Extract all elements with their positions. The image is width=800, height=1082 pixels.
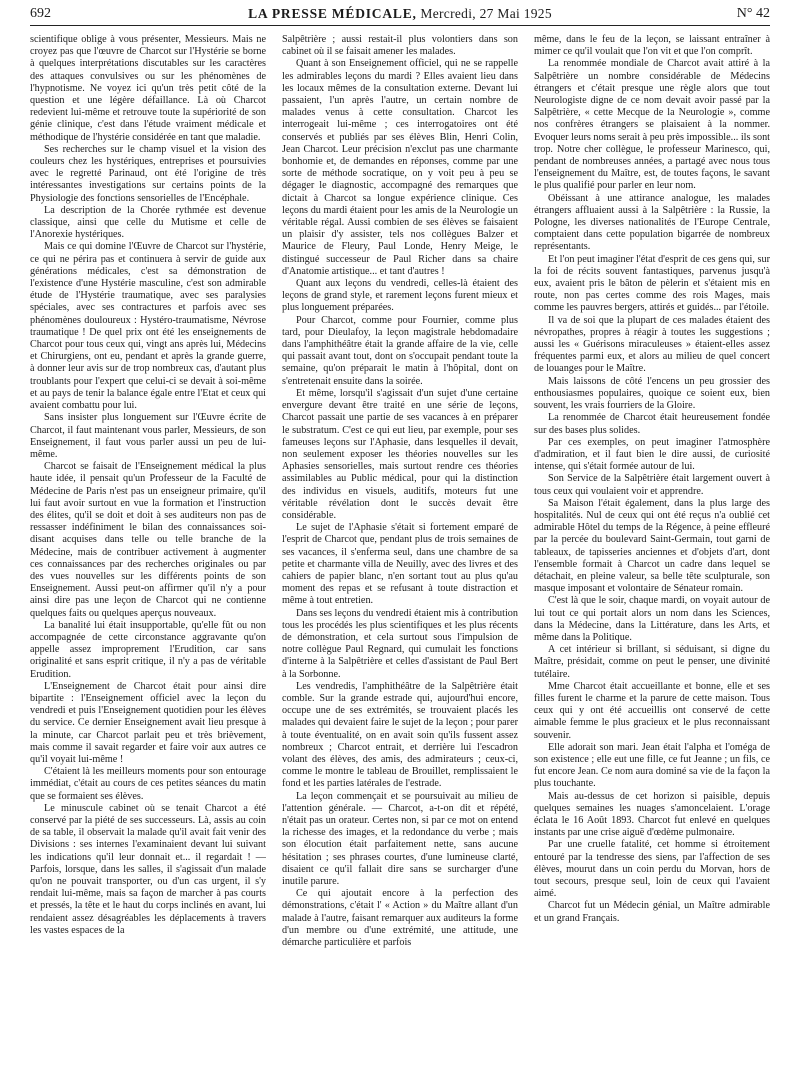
paragraph: Mme Charcot était accueillante et bonne, elle et ses filles furent le charme et la parure de cette maison. Tous ceux qui y ont été accueillis ont conservé de cette aimable femme le plus gracieux et le plus reconnaissant souvenir. (534, 680, 770, 741)
paragraph: Les vendredis, l'amphithéâtre de la Salpêtrière était comble. Sur la grande estrade qui, aujourd'hui encore, occupe une de ses extrémités, se trouvaient placés les malades qui devaient faire le sujet de la leçon ; pour parer à toute éventualité, on en avait soin qu'ils fussent assez nombreux ; Charcot entrait, et derrière lui l'escadron volant des élèves, des amis, des admirateurs ; ceux-ci, comme le montre le tableau de Brouillet, remplissaient le fond et les parties latérales de l'estrade. (282, 680, 518, 790)
paragraph: Par une cruelle fatalité, cet homme si étroitement entouré par la tendresse des siens, par l'affection de ses élèves, mourut dans un coin perdu du Morvan, hors de tout secours, presque seul, loin de ceux qui l'avaient aimé. (534, 839, 770, 900)
paragraph: Ses recherches sur le champ visuel et la vision des couleurs chez les hystériques, entreprises et poursuivies avec le regretté Parinaud, ont été l'origine de très intéressantes investigations sur certains points de la Physiologie des fonctions sensorielles de l'Encéphale. (30, 143, 266, 204)
running-header (30, 6, 770, 26)
paragraph: scientifique oblige à vous présenter, Messieurs. Mais ne croyez pas que l'œuvre de Charcot sur l'Hystérie se borne à quelques interprétations discutables sur les caractères des attaques convulsives ou sur les phénomènes de l'hypnotisme. Ne voyez ici qu'un très petit côté de la question et une légère défaillance. Là où Charcot redevient lui-même et retrouve toute la supériorité de son génie clinique, c'est dans l'étude vraiment médicale et méthodique de l'hystérie considérée en tant que maladie. (30, 34, 266, 143)
journal-header-title (30, 6, 770, 22)
text-column-1 (30, 34, 266, 1074)
paragraph: La banalité lui était insupportable, qu'elle fût ou non accompagnée de cette circonstance aggravante qu'on appelle assez improprement l'Erudition, car sans originalité et sans esprit critique, il n'y a pas de véritable Erudition. (30, 619, 266, 680)
paragraph: Dans ses leçons du vendredi étaient mis à contribution tous les procédés les plus scientifiques et les plus récents de démonstration, et cela surtout sous l'impulsion de notre collègue Paul Regnard, qui cumulait les fonctions d'interne à la Salpêtrière et celles d'assistant de Paul Bert à la Sorbonne. (282, 607, 518, 680)
paragraph: Ce qui ajoutait encore à la perfection des démonstrations, c'était l' « Action » du Maître allant d'un malade à l'autre, faisant remarquer aux auditeurs la forme d'un membre ou d'une extrémité, une attitude, une démarche particulière et parfois (282, 888, 518, 949)
paragraph: La renommée mondiale de Charcot avait attiré à la Salpêtrière un nombre considérable de Médecins étrangers et c'était presque une règle alors que tout Neurologiste digne de ce nom devait avoir passé par la Salpêtrière, « cette Mecque de la Neurologie », comme nos confrères étrangers se plaisaient à la nommer. Evoquer leurs noms serait à peu près impossible... ils sont trop. Notre cher collègue, le professeur Marinesco, qui, pendant de nombreuses années, a partagé avec nous tous l'enseignement du Maître, est, de toutes façons, le savant le plus qualifié pour parler en leur nom. (534, 58, 770, 192)
paragraph: Il va de soi que la plupart de ces malades étaient des névropathes, propres à réagir à toutes les suggestions ; aussi les « Guérisons miraculeuses » étaient-elles assez fréquentes parmi eux, et alors au milieu de quel concert de louanges pour le Maître. (534, 314, 770, 375)
paragraph: Mais au-dessus de cet horizon si paisible, depuis quelques semaines les nuages s'amoncelaient. L'orage éclata le 16 Août 1893. Charcot fut enlevé en quelques instants par une crise aiguë d'œdème pulmonaire. (534, 790, 770, 839)
paragraph: Son Service de la Salpêtrière était largement ouvert à tous ceux qui voulaient voir et apprendre. (534, 473, 770, 497)
paragraph: Le minuscule cabinet où se tenait Charcot a été conservé par la piété de ses successeurs. Là, assis au coin de sa table, il observait la malade qu'il avait fait venir des Divisions : ses internes l'examinaient devant lui suivant les indications qu'il leur donnait et... il regardait ! — Parfois, lorsque, dans les salles, il s'agissait d'un malade qu'on ne pouvait transporter, ou d'un cas urgent, il s'y rendait lui-même, mais sa façon de marcher à pas courts et pressés, la tête et le haut du corps inclinés en avant, lui rendaient assez désagréables les déplacements à travers les vastes espaces de la (30, 802, 266, 936)
paragraph: Quant à son Enseignement officiel, qui ne se rappelle les admirables leçons du mardi ? Elles avaient lieu dans les locaux mêmes de la consultation externe. Devant lui passaient, l'un après l'autre, un certain nombre de malades venus à cette consultation. Charcot les interrogeait lui-même ; ces interrogatoires ont été conservés et publiés par ses élèves Blin, Henri Colin, Jean Charcot. Leur précision n'exclut pas une charmante bonhomie et, de demandes en réponses, comme par une sorte de méthode socratique, on y voit peu à peu se dégager le diagnostic, accompagné des remarques que dictait à Charcot sa longue expérience clinique. Ces leçons du mardi étaient pour les amis de la Neurologie un véritable régal. Aussi combien de ses élèves se faisaient un plaisir d'y assister, tels nos collègues Balzer et Maurice de Fleury, Paul Londe, Henry Meige, le distingué successeur de Paul Richer dans sa chaire d'Anatomie artistique... et tant d'autres ! (282, 58, 518, 277)
paragraph: La description de la Chorée rythmée est devenue classique, ainsi que celle du Mutisme et celle de l'Anorexie hystériques. (30, 204, 266, 241)
paragraph: C'est là que le soir, chaque mardi, on voyait autour de lui tout ce qui portait alors un nom dans les Sciences, dans la Médecine, dans la Littérature, dans les Arts, et même dans la Politique. (534, 595, 770, 643)
paragraph: Charcot fut un Médecin génial, un Maître admirable et un grand Français. (534, 900, 770, 924)
header-rule (30, 25, 770, 26)
issue-date: Mercredi, 27 Mai 1925 (420, 6, 552, 21)
paragraph: A cet intérieur si brillant, si séduisant, si digne du Maître, présidait, comme on peut le penser, une divinité tutélaire. (534, 644, 770, 680)
paragraph: Obéissant à une attirance analogue, les malades étrangers affluaient aussi à la Salpêtrière : la Russie, la Pologne, les diverses nationalités de l'Europe Centrale, comptaient dans cette population bigarrée de nombreux représentants. (534, 192, 770, 253)
paragraph: Quant aux leçons du vendredi, celles-là étaient des leçons de grand style, et rarement leçons furent mieux et plus longuement préparées. (282, 278, 518, 314)
journal-title: LA PRESSE MÉDICALE, (248, 6, 417, 21)
issue-number: N° 42 (736, 6, 770, 21)
paragraph: Elle adorait son mari. Jean était l'alpha et l'oméga de son existence ; elle eut une fille, ce fut Jeanne ; un fils, ce fut encore Jean. Ce nom aura dominé sa vie de la façon la plus touchante. (534, 741, 770, 790)
paragraph: C'étaient là les meilleurs moments pour son entourage immédiat, c'était au cours de ces petites séances du matin que se formaient ses élèves. (30, 766, 266, 802)
paragraph: Pour Charcot, comme pour Fournier, comme plus tard, pour Dieulafoy, la leçon magistrale hebdomadaire dans l'amphithéâtre était la grande affaire de la vie, celle qui passait avant tout, dont on s'occupait pendant toute la semaine, qu'on préparait le matin à l'hôpital, dont on s'entretenait ensuite dans la soirée. (282, 314, 518, 387)
paragraph: Par ces exemples, on peut imaginer l'atmosphère d'admiration, et il faut bien le dire aussi, de curiosité intense, qui s'était formée autour de lui. (534, 436, 770, 473)
page-number: 692 (30, 6, 51, 21)
text-column-3 (534, 34, 770, 1074)
paragraph: même, dans le feu de la leçon, se laissant entraîner à mimer ce qu'il voulait que l'on vit et que l'on comprît. (534, 34, 770, 58)
text-column-2 (282, 34, 518, 1074)
paragraph: Le sujet de l'Aphasie s'était si fortement emparé de l'esprit de Charcot que, pendant plus de trois semaines de ses vacances, il s'enferma seul, dans une chambre de sa petite et charmante villa de Neuilly, avec des livres et des cahiers de papier blanc, n'en sortant tout au plus qu'au moment des repas et se refusant à toute distraction et même à tout entretien. (282, 522, 518, 607)
paragraph: La leçon commençait et se poursuivait au milieu de l'attention générale. — Charcot, a-t-on dit et répété, n'était pas un orateur. Certes non, si par ce mot on entend la richesse des images, et la redondance du verbe ; mais son élocution était parfaitement nette, sans aucune hésitation ; ses phrases courtes, d'une lumineuse clarté, disaient ce qu'il fallait dire sans se surcharger d'une inutile parure. (282, 790, 518, 888)
paragraph: Et même, lorsqu'il s'agissait d'un sujet d'une certaine envergure devant être traité en une série de leçons, Charcot passait une partie de ses vacances à en préparer le substratum. C'est ce qui eut lieu, par exemple, pour ses fameuses leçons sur l'Aphasie, dans lesquelles il devait, non seulement exposer les théories nouvelles sur les Aphasies sensorielles, mais surtout rendre ces théories assimilables au Public médical, pour qui la distinction des individus en visuels, auditifs, moteurs fut une véritable révélation dont le succès devait être considérable. (282, 387, 518, 521)
paragraph: Mais laissons de côté l'encens un peu grossier des enthousiasmes populaires, quoique ce soient eux, bien souvent, les vrais fourriers de la Gloire. (534, 375, 770, 412)
paragraph: Mais ce qui domine l'Œuvre de Charcot sur l'hystérie, ce qui ne périra pas et continuera à servir de guide aux générations médicales, c'est sa démonstration de l'existence d'une Hystérie masculine, c'est son admirable étude de l'Hystérie traumatique, avec ses paralysies spéciales, avec ses contractures et parfois avec ses phénomènes douloureux : Hystéro-traumatisme, Névrose traumatique ! De quel prix ont été les enseignements de Charcot pour tous ceux qui, vingt ans après lui, Médecins et Chirurgiens, ont eu, pendant et après la grande guerre, à donner leur avis sur de trop nombreux cas, d'autant plus troublants pour l'expert que celui-ci se devait à soi-même et au pays de tenir la balance égale entre l'Etat et ceux qui avaient combattu pour lui. (30, 241, 266, 412)
paragraph: Charcot se faisait de l'Enseignement médical la plus haute idée, il pensait qu'un Professeur de la Faculté de Médecine de Paris n'est pas un enseigneur primaire, qu'il lui faut avoir surtout en vue la formation et l'instruction des élites, qu'il se doit et doit à ses auditeurs non pas de ressasser indéfiniment le bilan des connaissances soi-disant acquises dans telle ou telle branche de la Médecine, mais de contribuer activement à augmenter ces connaissances par des recherches originales ou par des vues nouvelles sur les différents points de son Enseignement. Aussi peut-on affirmer qu'il n'y a pour ainsi dire pas une leçon de Charcot qui ne contienne quelques faits ou quelques aperçus nouveaux. (30, 461, 266, 619)
paragraph: L'Enseignement de Charcot était pour ainsi dire bipartite : l'Enseignement officiel avec la leçon du vendredi et puis l'Enseignement quotidien pour les élèves du service. Ce dernier Enseignement avait lieu presque à la minute, car Charcot parlait peu et très brièvement, mais comme il savait regarder et faire voir aux autres ce qu'il voyait lui-même ! (30, 680, 266, 765)
paragraph: Sans insister plus longuement sur l'Œuvre écrite de Charcot, il faut maintenant vous parler, Messieurs, de son Enseignement, il faut vous parler aussi un peu de lui-même. (30, 412, 266, 460)
paragraph: Sa Maison l'était également, dans la plus large des hospitalités. Nul de ceux qui ont été reçus n'a oublié cet admirable Hôtel du temps de la Régence, à peine effleuré par la percée du boulevard Saint-Germain, tout garni de tableaux, de tapisseries anciennes et d'objets d'art, dont l'ensemble formait à Charcot un cadre dans lequel se détachait, en pleine valeur, sa belle tête sculpturale, son masque imposant et volontaire de Sénateur romain. (534, 497, 770, 595)
paragraph: La renommée de Charcot était heureusement fondée sur des bases plus solides. (534, 412, 770, 436)
paragraph: Et l'on peut imaginer l'état d'esprit de ces gens qui, sur la foi de récits souvent fantastiques, parvenus jusqu'à eux, avaient pris le bâton de pèlerin et s'étaient mis en route, non pas certes comme des rois Mages, mais comme les pauvres bergers, attirés et guidés... par l'étoile. (534, 253, 770, 314)
paragraph: Salpêtrière ; aussi restait-il plus volontiers dans son cabinet où il se faisait amener les malades. (282, 34, 518, 58)
